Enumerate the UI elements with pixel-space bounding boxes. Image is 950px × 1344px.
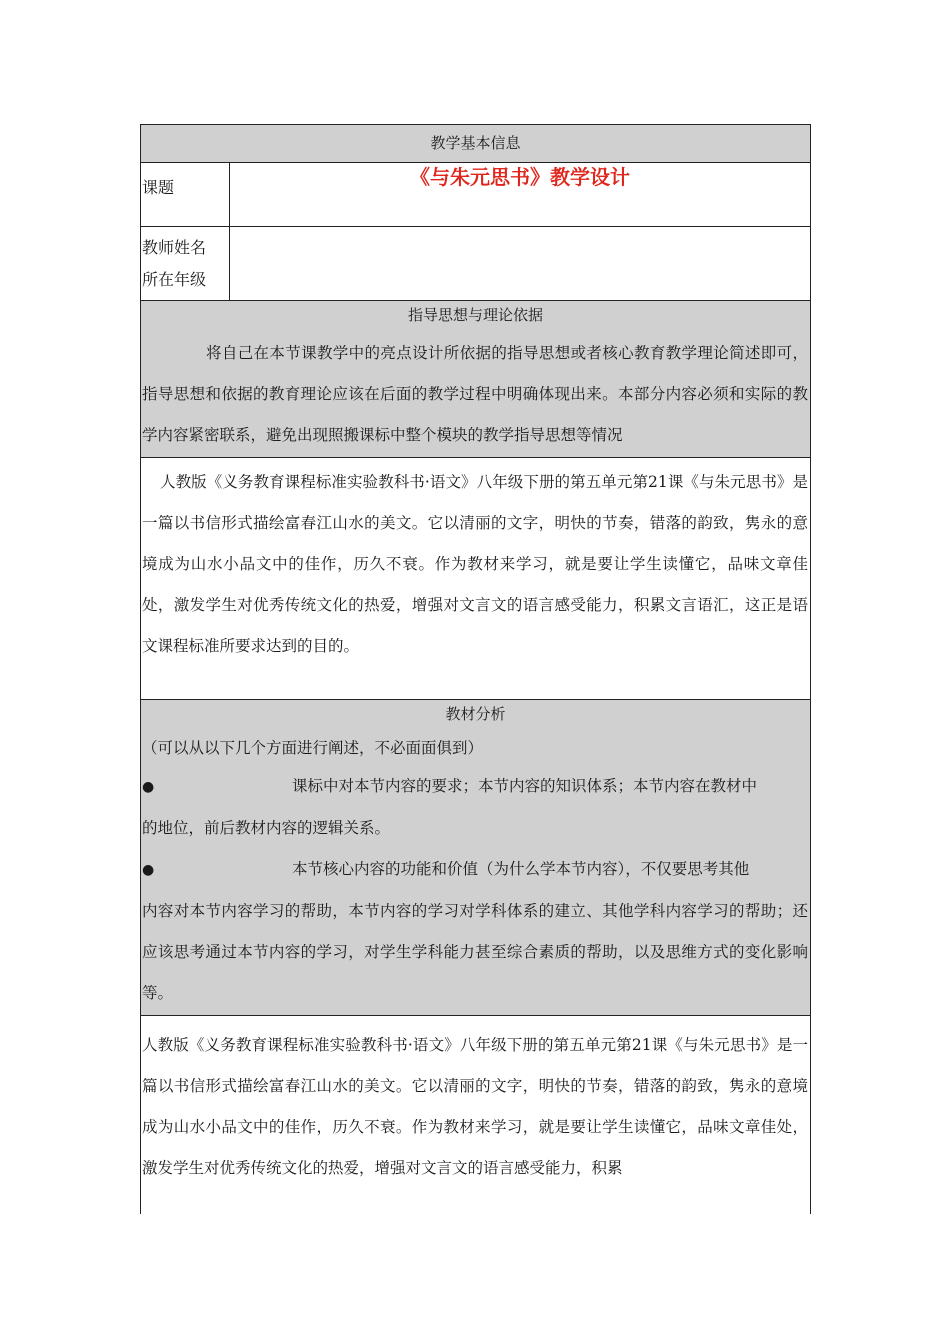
textbook-body-row xyxy=(140,1013,811,1214)
textbook-note: （可以从以下几个方面进行阐述，不必面面俱到） xyxy=(142,739,484,757)
bullet-2-rest: 内容对本节内容学习的帮助，本节内容的学习对学科体系的建立、其他学科内容学习的帮助；还应该思考通过本节内容的学习，对学生学科能力甚至综合素质的帮助，以及思维方式的变化影响等。 xyxy=(142,902,808,1002)
topic-label-cell xyxy=(141,163,230,226)
guidance-header: 指导思想与理论依据 xyxy=(407,306,543,324)
teacher-name-label: 教师姓名 xyxy=(142,238,207,257)
lesson-plan-table xyxy=(140,124,811,1016)
guidance-body-row xyxy=(141,458,810,700)
basic-info-header: 教学基本信息 xyxy=(141,125,810,163)
bullet-item-2 xyxy=(141,849,810,891)
document-page xyxy=(140,124,811,1214)
bullet-2-line-1: 本节核心内容的功能和价值（为什么学本节内容），不仅要思考其他 xyxy=(292,860,750,878)
guidance-body-text: 人教版《义务教育课程标准实验教科书·语文》八年级下册的第五单元第21课《与朱元思书》是一篇以书信形式描绘富春江山水的美文。它以清丽的文字，明快的节奏，错落的韵致，隽永的意境成为山水小品文中的佳作，历久不衰。作为教材来学习，就是要让学生读懂它，品味文章佳处，激发学生对优秀传统文化的热爱，增强对文言文的语言感受能力，积累文言语汇，这正是语文课程标准所要求达到的目的。 xyxy=(142,473,808,655)
topic-value-cell xyxy=(230,163,810,191)
textbook-analysis-block xyxy=(141,700,810,1016)
topic-label: 课题 xyxy=(142,178,175,197)
lesson-title: 《与朱元思书》教学设计 xyxy=(410,165,630,189)
grade-label: 所在年级 xyxy=(142,270,207,289)
textbook-header: 教材分析 xyxy=(445,705,506,723)
teacher-grade-row xyxy=(141,227,810,301)
bullet-1-line-2: 的地位，前后教材内容的逻辑关系。 xyxy=(142,819,391,837)
guidance-instructions-block xyxy=(141,301,810,458)
bullet-dot-icon: ● xyxy=(142,779,155,795)
bullet-dot-icon: ● xyxy=(142,862,155,878)
textbook-body-text: 人教版《义务教育课程标准实验教科书·语文》八年级下册的第五单元第21课《与朱元思书》是一篇以书信形式描绘富春江山水的美文。它以清丽的文字，明快的节奏，错落的韵致，隽永的意境成为山水小品文中的佳作，历久不衰。作为教材来学习，就是要让学生读懂它，品味文章佳处，激发学生对优秀传统文化的热爱，增强对文言文的语言感受能力，积累 xyxy=(142,1036,808,1177)
teacher-grade-label-cell xyxy=(141,227,230,300)
guidance-instruction-text: 将自己在本节课教学中的亮点设计所依据的指导思想或者核心教育教学理论简述即可，指导思想和依据的教育理论应该在后面的教学过程中明确体现出来。本部分内容必须和实际的教学内容紧密联系，避免出现照搬课标中整个模块的教学指导思想等情况 xyxy=(142,344,808,444)
bullet-1-line-1: 课标中对本节内容的要求；本节内容的知识体系；本节内容在教材中 xyxy=(292,777,758,795)
topic-row xyxy=(141,163,810,227)
bullet-item-1 xyxy=(141,766,810,808)
